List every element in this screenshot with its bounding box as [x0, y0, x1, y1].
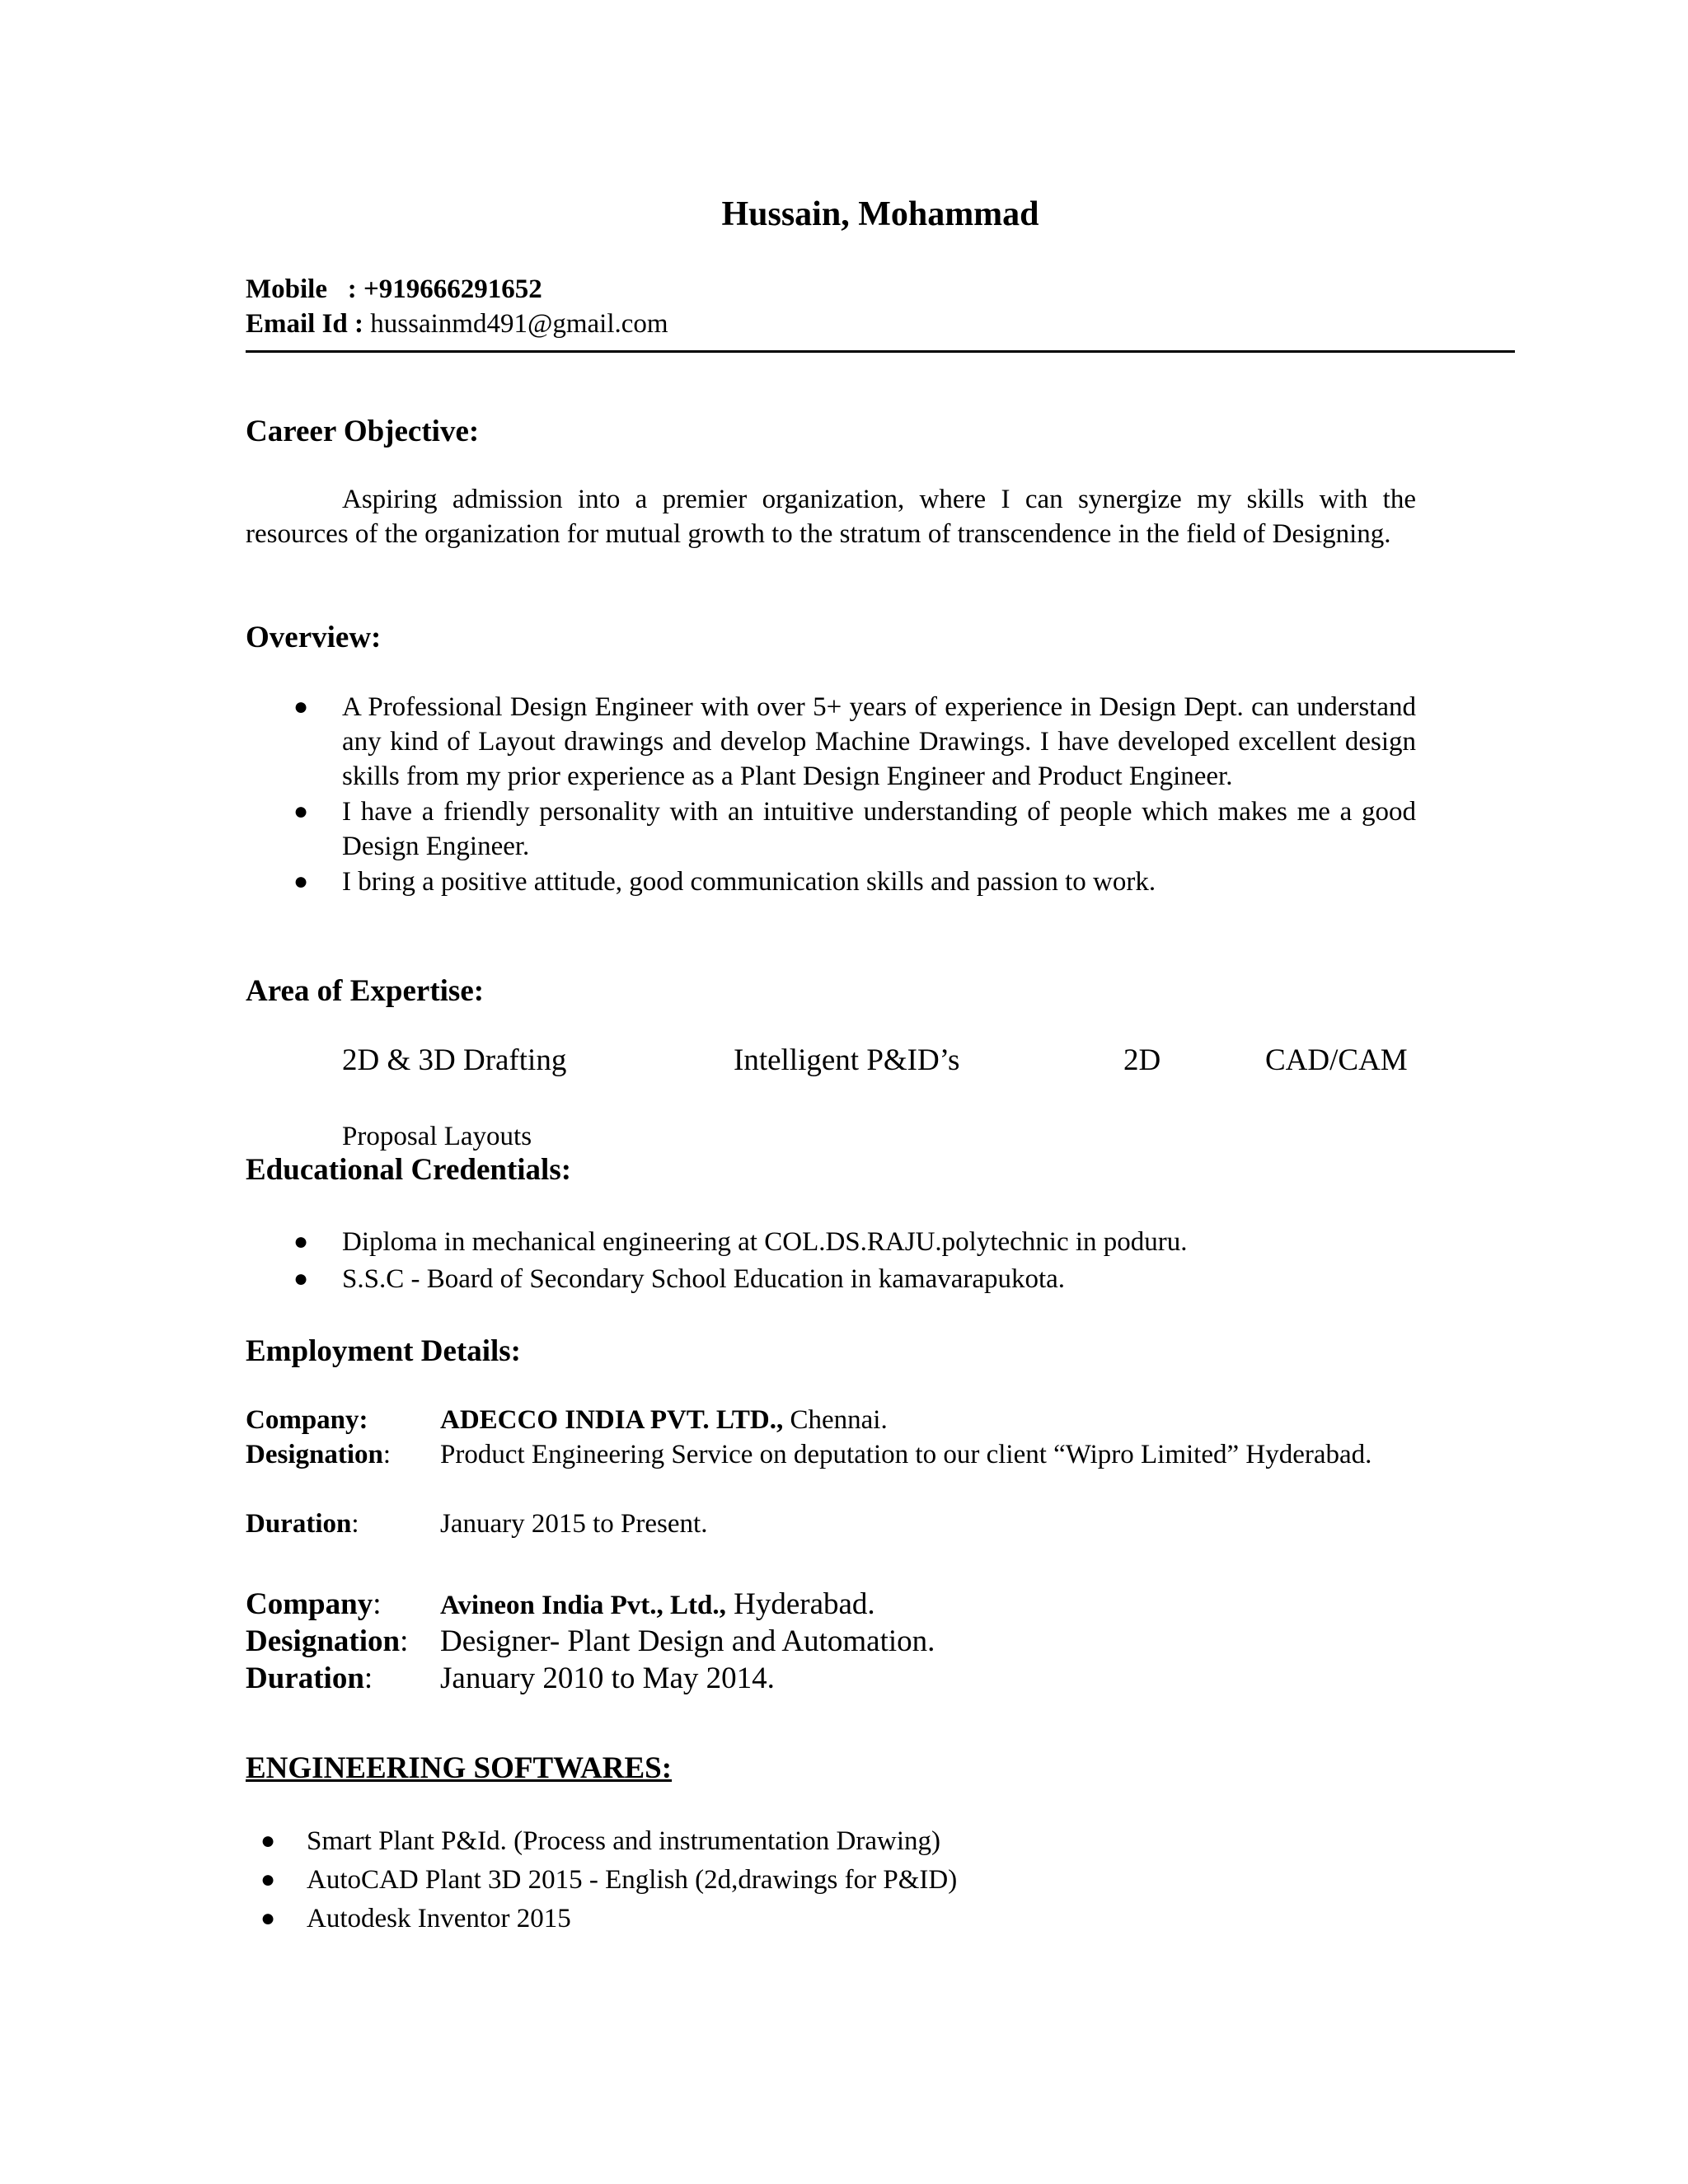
bullet-icon: ● — [260, 1866, 276, 1893]
employment-entry-2 — [246, 1586, 1416, 1701]
overview-heading: Overview: — [246, 621, 382, 654]
education-item-text: S.S.C - Board of Secondary School Education in kamavarapukota. — [342, 1264, 1066, 1294]
designation-label-wrap: Designation: — [246, 1624, 409, 1658]
designation-label-wrap: Designation: — [246, 1440, 392, 1469]
candidate-name: Hussain, Mohammad — [721, 195, 1039, 233]
bullet-icon: ● — [293, 1265, 309, 1292]
bullet-icon: ● — [260, 1905, 276, 1932]
duration-label-wrap: Duration: — [246, 1509, 359, 1539]
software-item-text: Smart Plant P&Id. (Process and instrumentation Drawing) — [307, 1826, 940, 1856]
duration-label-wrap: Duration: — [246, 1661, 373, 1695]
expertise-item: Intelligent P&ID’s — [734, 1043, 960, 1077]
overview-list — [246, 690, 1416, 900]
list-item — [246, 690, 1416, 794]
expertise-item: 2D & 3D Drafting — [342, 1043, 567, 1077]
mobile-line — [246, 272, 542, 307]
company-value — [440, 1403, 1417, 1437]
mobile-value: +919666291652 — [363, 274, 542, 304]
designation-value: Product Engineering Service on deputation to our client “Wipro Limited” Hyderabad. — [440, 1440, 1372, 1469]
expertise-item: 2D — [1123, 1043, 1161, 1077]
email-value: hussainmd491@gmail.com — [370, 309, 668, 339]
expertise-item: CAD/CAM — [1265, 1043, 1408, 1077]
career-objective-text: Aspiring admission into a premier organization, where I can synergize my skills with the resources of the organization for mutual growth to the stratum of transcendence in the field of Designing. — [246, 485, 1416, 549]
expertise-heading: Area of Expertise: — [246, 974, 485, 1008]
bullet-icon: ● — [293, 868, 309, 895]
email-label: Email Id : — [246, 309, 371, 339]
bullet-icon: ● — [293, 798, 309, 825]
list-item — [246, 1262, 1416, 1296]
company-city: Hyderabad. — [725, 1587, 875, 1621]
bullet-icon: ● — [293, 1228, 309, 1255]
company-value — [440, 1586, 1417, 1624]
employment-heading: Employment Details: — [246, 1334, 521, 1368]
software-item-text: AutoCAD Plant 3D 2015 - English (2d,drawings for P&ID) — [307, 1865, 958, 1895]
duration-label: Duration — [246, 1509, 352, 1539]
company-name: ADECCO INDIA PVT. LTD., — [440, 1405, 784, 1435]
company-label: Company: — [246, 1405, 368, 1435]
list-item — [246, 1901, 1381, 1936]
header-divider — [246, 350, 1515, 353]
bullet-icon: ● — [293, 693, 309, 720]
software-item-text: Autodesk Inventor 2015 — [307, 1904, 571, 1933]
education-list — [246, 1225, 1416, 1297]
bullet-icon: ● — [260, 1827, 276, 1854]
designation-label: Designation — [246, 1624, 401, 1658]
list-item — [246, 865, 1416, 899]
education-heading: Educational Credentials: — [246, 1153, 572, 1187]
software-list — [246, 1824, 1381, 1937]
education-item-text: Diploma in mechanical engineering at COL.DS.RAJU.polytechnic in poduru. — [342, 1227, 1188, 1257]
software-heading: ENGINEERING SOFTWARES: — [246, 1751, 673, 1785]
list-item — [246, 1225, 1416, 1259]
overview-item-text: A Professional Design Engineer with over 5+ years of experience in Design Dept. can understand any kind of Layout drawings and develop Machine Drawings. I have developed excellent design skills from my prior experience as a Plant Design Engineer and Product Engineer. — [342, 692, 1416, 791]
duration-label: Duration — [246, 1661, 364, 1695]
list-item — [246, 1824, 1381, 1858]
mobile-label: Mobile : — [246, 274, 363, 304]
employment-entry-1 — [246, 1403, 1416, 1543]
list-item — [246, 1863, 1381, 1897]
designation-label: Designation — [246, 1440, 383, 1469]
company-city: Chennai. — [783, 1405, 888, 1435]
company-name: Avineon India Pvt., Ltd., — [440, 1591, 726, 1620]
overview-item-text: I bring a positive attitude, good communication skills and passion to work. — [342, 867, 1156, 897]
email-line — [246, 307, 668, 341]
company-label: Company — [246, 1587, 373, 1621]
company-label-wrap: Company: — [246, 1587, 382, 1621]
career-objective-heading: Career Objective: — [246, 415, 480, 448]
expertise-item: Proposal Layouts — [342, 1122, 532, 1151]
duration-value: January 2010 to May 2014. — [440, 1661, 775, 1695]
duration-value: January 2015 to Present. — [440, 1509, 708, 1539]
list-item — [246, 794, 1416, 864]
designation-value: Designer- Plant Design and Automation. — [440, 1624, 935, 1658]
overview-item-text: I have a friendly personality with an intuitive understanding of people which makes me a good Design Engineer. — [342, 797, 1416, 861]
